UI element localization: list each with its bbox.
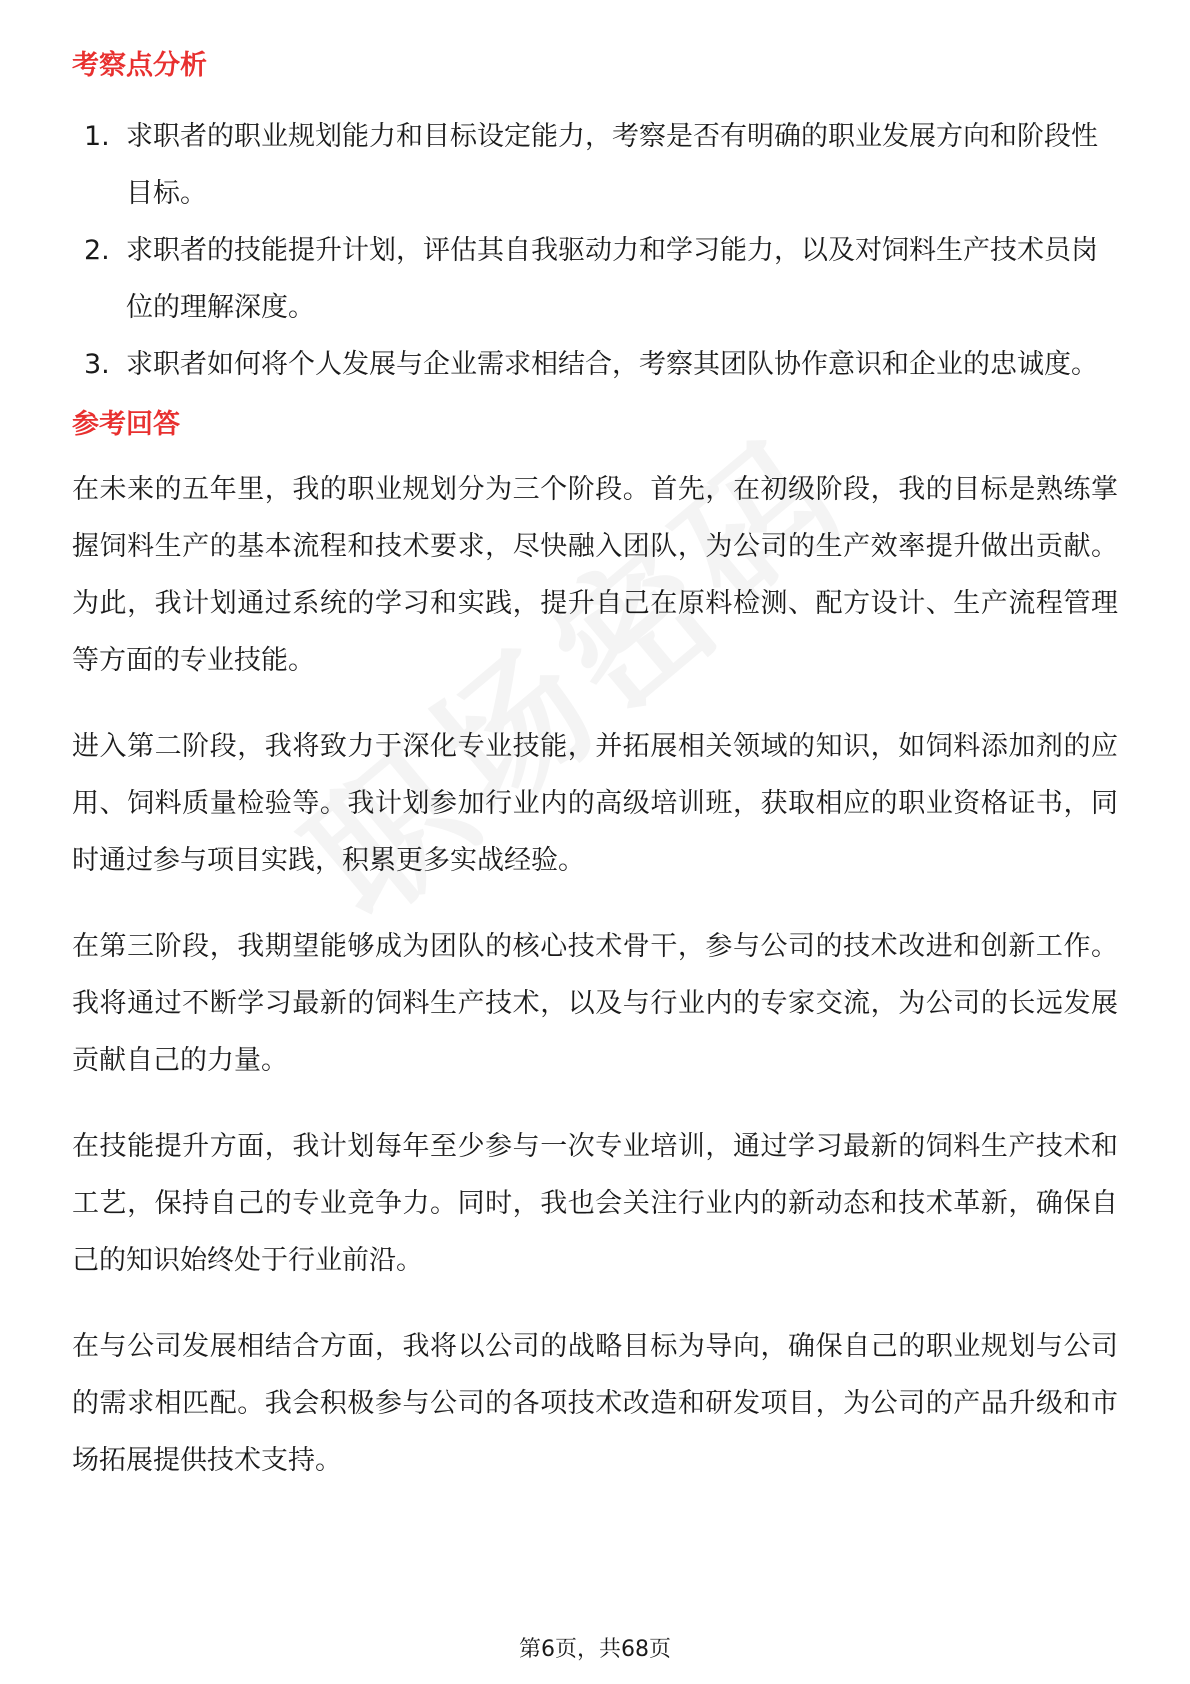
answer-paragraph: 在与公司发展相结合方面，我将以公司的战略目标为导向，确保自己的职业规划与公司的需求相匹配。我会积极参与公司的各项技术改造和研发项目，为公司的产品升级和市场拓展提供技术支持。 bbox=[72, 1331, 1118, 1476]
list-item-number: 2. bbox=[84, 235, 110, 266]
list-item-text: 求职者的技能提升计划，评估其自我驱动力和学习能力，以及对饲料生产技术员岗位的理解深度。 bbox=[126, 235, 1098, 323]
answer-paragraph: 在技能提升方面，我计划每年至少参与一次专业培训，通过学习最新的饲料生产技术和工艺，保持自己的专业竞争力。同时，我也会关注行业内的新动态和技术革新，确保自己的知识始终处于行业前沿。 bbox=[72, 1131, 1118, 1276]
list-item-number: 3. bbox=[84, 349, 110, 380]
analysis-heading: 考察点分析 bbox=[72, 50, 207, 81]
list-item-text: 求职者的职业规划能力和目标设定能力，考察是否有明确的职业发展方向和阶段性目标。 bbox=[126, 121, 1098, 209]
page-content bbox=[72, 46, 1118, 1518]
answer-paragraph: 在第三阶段，我期望能够成为团队的核心技术骨干，参与公司的技术改进和创新工作。我将通过不断学习最新的饲料生产技术，以及与行业内的专家交流，为公司的长远发展贡献自己的力量。 bbox=[72, 931, 1118, 1076]
page-number: 第6页，共68页 bbox=[519, 1637, 671, 1662]
answer-heading: 参考回答 bbox=[72, 409, 180, 440]
list-item-text: 求职者如何将个人发展与企业需求相结合，考察其团队协作意识和企业的忠诚度。 bbox=[126, 349, 1098, 380]
list-item-number: 1. bbox=[84, 121, 110, 152]
list-item bbox=[72, 108, 1118, 222]
answer-paragraph: 进入第二阶段，我将致力于深化专业技能，并拓展相关领域的知识，如饲料添加剂的应用、饲料质量检验等。我计划参加行业内的高级培训班，获取相应的职业资格证书，同时通过参与项目实践，积累更多实战经验。 bbox=[72, 731, 1118, 876]
list-item bbox=[72, 336, 1118, 393]
list-item bbox=[72, 222, 1118, 336]
analysis-list bbox=[72, 108, 1118, 393]
answer-paragraph: 在未来的五年里，我的职业规划分为三个阶段。首先，在初级阶段，我的目标是熟练掌握饲料生产的基本流程和技术要求，尽快融入团队，为公司的生产效率提升做出贡献。为此，我计划通过系统的学习和实践，提升自己在原料检测、配方设计、生产流程管理等方面的专业技能。 bbox=[72, 474, 1118, 676]
